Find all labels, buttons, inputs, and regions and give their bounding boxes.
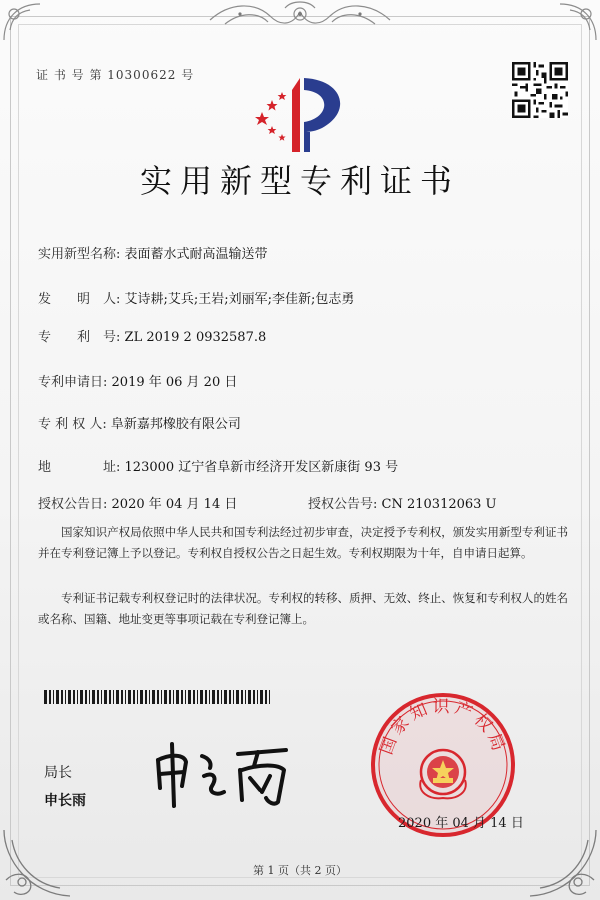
- address-label: 地 址:: [38, 460, 121, 475]
- barcode-bar: [260, 690, 263, 704]
- barcode-bar: [233, 690, 234, 704]
- barcode-bar: [80, 690, 83, 704]
- utility-model-name-label: 实用新型名称:: [38, 247, 121, 262]
- barcode-bar: [92, 690, 95, 704]
- patent-office-emblem-icon: [248, 72, 352, 158]
- patent-number-label: 专 利 号:: [38, 330, 121, 345]
- certificate-title: 实用新型专利证书: [139, 162, 460, 200]
- barcode-bar: [221, 690, 222, 704]
- barcode-bar: [188, 690, 191, 704]
- barcode-bar: [169, 690, 171, 704]
- barcode-bar: [73, 690, 75, 704]
- director-signature-icon: [150, 740, 300, 810]
- barcode-bar: [257, 690, 258, 704]
- barcode-bar: [97, 690, 99, 704]
- barcode-bar: [49, 690, 51, 704]
- certificate-number: 证 书 号 第 10300622 号: [36, 68, 195, 82]
- barcode-bar: [236, 690, 239, 704]
- barcode-bar: [181, 690, 183, 704]
- legal-status-paragraph: 专利证书记载专利权登记时的法律状况。专利权的转移、质押、无效、终止、恢复和专利权人的姓名或名称、国籍、地址变更等事项记载在专利登记簿上。: [38, 591, 568, 626]
- filing-date-label: 专利申请日:: [38, 375, 108, 390]
- barcode-bar: [101, 690, 102, 704]
- barcode-bar: [68, 690, 71, 704]
- barcode-bar: [185, 690, 186, 704]
- barcode-bar: [152, 690, 155, 704]
- patent-number-row: [38, 326, 266, 345]
- director-name: 申长雨: [44, 793, 86, 809]
- address-value: 123000 辽宁省阜新市经济开发区新康街 93 号: [124, 460, 399, 475]
- barcode-bar: [125, 690, 126, 704]
- barcode-bar: [209, 690, 210, 704]
- barcode-bar: [104, 690, 107, 704]
- qr-code-icon: [512, 62, 568, 118]
- barcode-bar: [193, 690, 195, 704]
- barcode-bar: [121, 690, 123, 704]
- patentee-row: [38, 413, 241, 432]
- corner-ornament-bottom-left-icon: [0, 820, 80, 900]
- barcode-bar: [269, 690, 270, 704]
- filing-date-row: [38, 371, 237, 390]
- barcode-bar: [56, 690, 59, 704]
- inventor-label: 发 明 人:: [38, 292, 121, 307]
- barcode-bar: [248, 690, 251, 704]
- barcode-bar: [44, 690, 47, 704]
- patentee-value: 阜新嘉邦橡胶有限公司: [110, 417, 241, 432]
- barcode-bar: [128, 690, 131, 704]
- grant-date-value: 2020 年 04 月 14 日: [111, 497, 238, 512]
- barcode-bar: [109, 690, 111, 704]
- patentee-label: 专 利 权 人:: [38, 417, 107, 432]
- barcode-bar: [161, 690, 162, 704]
- address-row: [38, 456, 398, 475]
- barcode-bar: [245, 690, 246, 704]
- barcode-bar: [113, 690, 114, 704]
- filing-date-value: 2019 年 06 月 20 日: [111, 375, 238, 390]
- barcode-bar: [212, 690, 215, 704]
- grant-number-label: 授权公告号:: [308, 497, 378, 512]
- patent-number-value: ZL 2019 2 0932587.8: [124, 330, 267, 345]
- barcode-bar: [149, 690, 150, 704]
- barcode-bar: [85, 690, 87, 704]
- grant-date-row: [38, 493, 237, 512]
- barcode-bar: [205, 690, 207, 704]
- director-title: 局长: [44, 765, 72, 781]
- corner-ornament-top-left-icon: [0, 0, 60, 60]
- barcode-icon: [44, 690, 274, 704]
- barcode-bar: [200, 690, 203, 704]
- barcode-bar: [53, 690, 54, 704]
- barcode-bar: [224, 690, 227, 704]
- barcode-bar: [61, 690, 63, 704]
- corner-ornament-bottom-right-icon: [520, 820, 600, 900]
- barcode-bar: [241, 690, 243, 704]
- seal-text: 国家知识产权局: [376, 696, 510, 758]
- utility-model-name-value: 表面蓄水式耐高温输送带: [124, 247, 268, 262]
- barcode-bar: [229, 690, 231, 704]
- grant-number-row: [308, 493, 497, 512]
- grant-number-value: CN 210312063 U: [381, 497, 497, 512]
- grant-date-label: 授权公告日:: [38, 497, 108, 512]
- barcode-bar: [133, 690, 135, 704]
- barcode-bar: [164, 690, 167, 704]
- barcode-bar: [65, 690, 66, 704]
- barcode-bar: [89, 690, 90, 704]
- barcode-bar: [253, 690, 255, 704]
- barcode-bar: [116, 690, 119, 704]
- barcode-bar: [137, 690, 138, 704]
- barcode-bar: [197, 690, 198, 704]
- barcode-bar: [140, 690, 143, 704]
- page-indicator: 第 1 页（共 2 页）: [253, 864, 347, 877]
- inventor-row: [38, 288, 354, 307]
- barcode-bar: [157, 690, 159, 704]
- top-ornament-icon: [200, 0, 400, 34]
- barcode-bar: [265, 690, 267, 704]
- grant-statement-paragraph: 国家知识产权局依照中华人民共和国专利法经过初步审查，决定授予专利权，颁发实用新型专利证书并在专利登记簿上予以登记。专利权自授权公告之日起生效。专利权期限为十年，自申请日起算。: [38, 525, 568, 560]
- barcode-bar: [176, 690, 179, 704]
- barcode-bar: [173, 690, 174, 704]
- barcode-bar: [145, 690, 147, 704]
- inventor-value: 艾诗耕;艾兵;王岩;刘丽军;李佳新;包志勇: [124, 292, 355, 307]
- corner-ornament-top-right-icon: [540, 0, 600, 60]
- barcode-bar: [77, 690, 78, 704]
- seal-date: 2020 年 04 月 14 日: [398, 816, 524, 831]
- barcode-bar: [217, 690, 219, 704]
- utility-model-name-row: [38, 243, 268, 262]
